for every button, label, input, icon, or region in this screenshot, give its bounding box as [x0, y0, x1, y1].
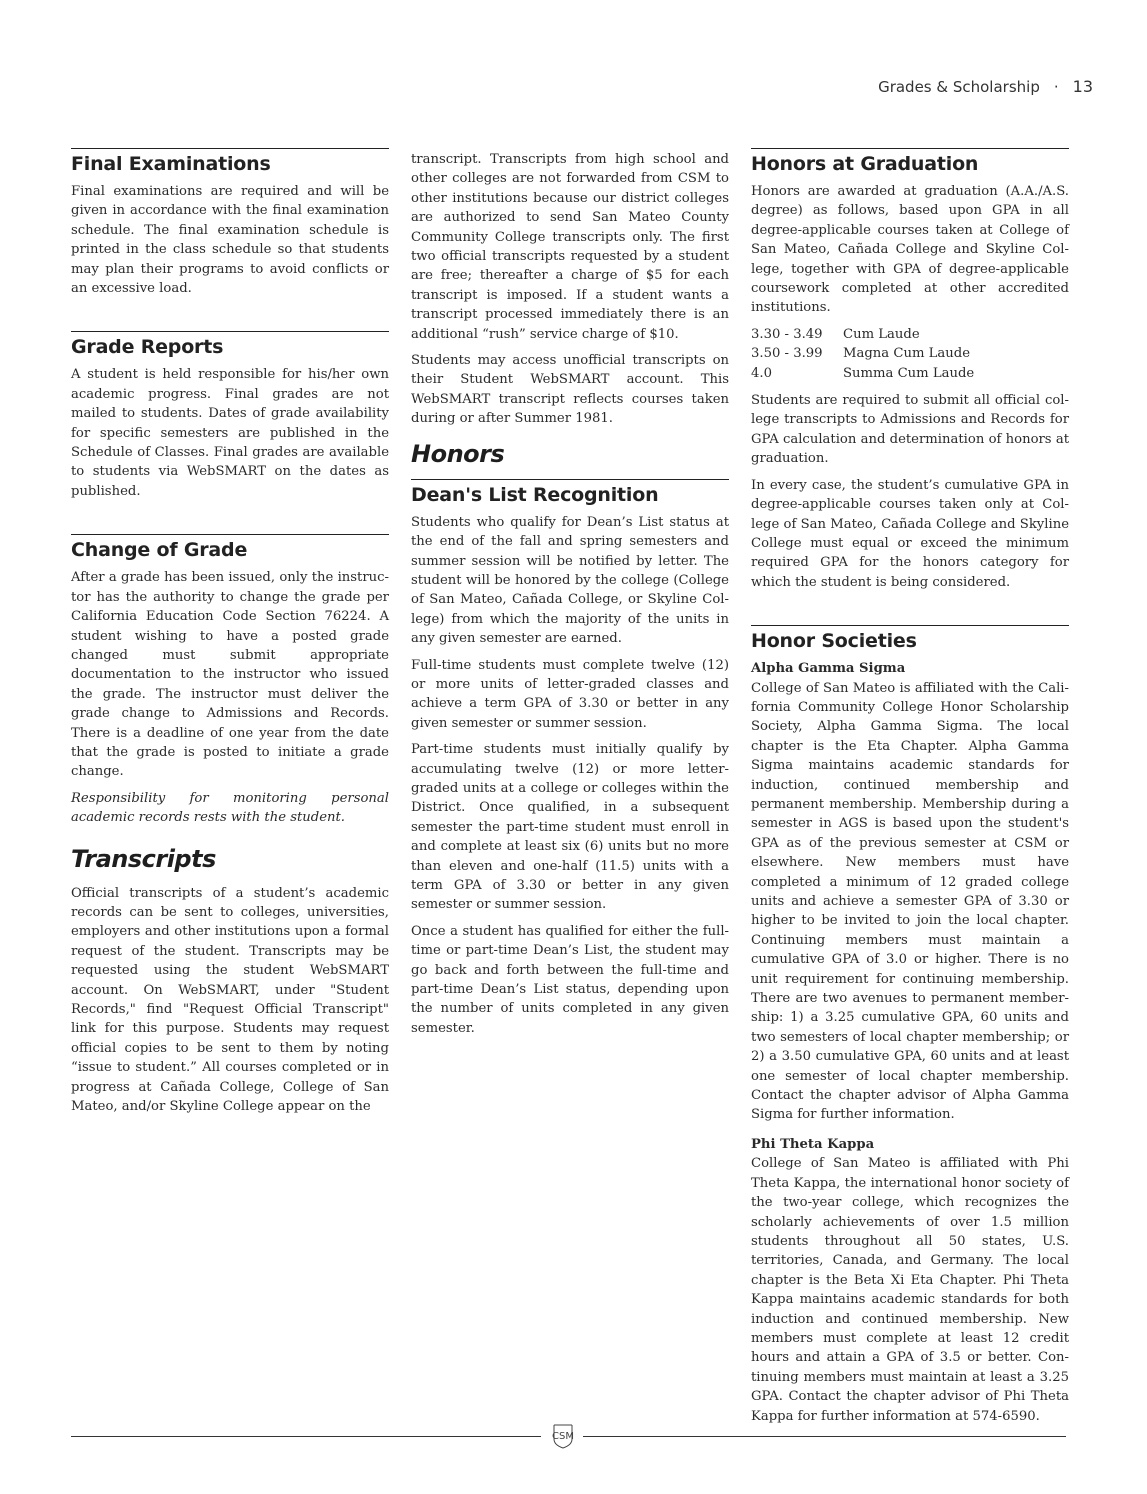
separator: ·	[1053, 77, 1059, 96]
honor-name: Magna Cum Laude	[843, 346, 970, 362]
heading-grade-reports: Grade Reports	[71, 331, 389, 360]
honors-row	[751, 325, 1069, 344]
gpa-range: 3.50 - 3.99	[751, 346, 823, 362]
deans-list-p4: Once a student has qualified for either the full-time or part-time Dean’s List, the student may go back and forth between the full-time and part-time Dean’s List status, depending upon the number of units completed in any given semester.	[411, 923, 729, 1036]
heading-transcripts: Transcripts	[71, 844, 216, 873]
deans-list-p3: Part-time students must initially qualify by accumulating twelve (12) or more letter-graded units at a college or colleges within the District. Once qualified, in a subsequent semester the part-time student must enroll in and complete at least six (6) units but no more than eleven and one-half (11.5) units with a term GPA of 3.30 or better in any given semester or summer session.	[411, 742, 729, 913]
deans-list-p2: Full-time students must complete twelve (12) or more units of letter-graded classes and achieve a term GPA of 3.30 or better in any given semester or summer session.	[411, 657, 729, 731]
change-of-grade-body: After a grade has been issued, only the instructor has the authority to change the grade per California Education Code Section 76224. A student wishing to have a posted grade changed must submit appropriate documentation to the instructor who issued the grade. The instructor must deliver the grade change to Admissions and Records. There is a deadline of one year from the date that the grade is posted to initiate a grade change.	[71, 570, 389, 780]
heading-deans-list: Dean's List Recognition	[411, 479, 729, 508]
svg-text:CSM: CSM	[552, 1431, 574, 1442]
section-title: Grades & Scholarship	[878, 77, 1040, 96]
footer-rule-right	[583, 1436, 1066, 1437]
honor-name: Summa Cum Laude	[843, 365, 975, 381]
final-examinations-body: Final examinations are required and will be given in accordance with the final examination schedule. The final examination schedule is printed in the class schedule so that students may plan their programs to avoid conflicts or an excessive load.	[71, 184, 389, 297]
honors-graduation-intro: Honors are awarded at graduation (A.A./A.S. degree) as follows, based upon GPA in all degree-applicable courses taken at College of San Mateo, Cañada College and Skyline College, together with GPA of degree-applicable coursework completed at other accredited institutions.	[751, 184, 1069, 316]
transcripts-body: Official transcripts of a student’s academic records can be sent to colleges, universities, employers and other institutions upon a formal request of the student. Transcripts may be requested using the student WebSMART account. On WebSMART, under "Student Records," find "Request Official Transcript" link for this purpose. Students may request official copies to be sent to them by noting “issue to student.” All courses completed or in progress at Cañada College, College of San Mateo, and/or Skyline College appear on the	[71, 885, 389, 1115]
heading-honor-societies: Honor Societies	[751, 625, 1069, 654]
ptk-title: Phi Theta Kappa	[751, 1136, 875, 1152]
column-1	[71, 148, 389, 1123]
honors-table	[751, 325, 1069, 383]
heading-honors-at-graduation: Honors at Graduation	[751, 148, 1069, 177]
honors-graduation-p2: Students are required to submit all official college transcripts to Admissions and Records for GPA calculation and determination of honors at graduation.	[751, 393, 1069, 467]
footer	[71, 1420, 1066, 1452]
honor-name: Cum Laude	[843, 326, 920, 342]
ags-body: College of San Mateo is affiliated with the California Community College Honor Scholarship Society, Alpha Gamma Sigma. The local chapter is the Eta Chapter. Alpha Gamma Sigma maintains academic standards for induction, continued membership and permanent membership. Membership during a semester in AGS is based upon the student's GPA as of the previous semester at CSM or elsewhere. New members must have completed a minimum of 12 graded college units and achieve a semester GPA of 3.30 or higher to be invited to join the local chapter. Continuing members must maintain a cumulative GPA of 3.0 or higher. There is no unit requirement for continuing membership. There are two avenues to permanent membership: 1) a 3.25 cumulative GPA, 60 units and two semesters of local chapter membership; or 2) a 3.50 cumulative GPA, 60 units and at least one semester of local chapter membership. Contact the chapter advisor of Alpha Gamma Sigma for further information.	[751, 680, 1069, 1123]
column-3	[751, 148, 1069, 1433]
csm-shield-logo-icon	[548, 1422, 578, 1450]
deans-list-p1: Students who qualify for Dean’s List status at the end of the fall and spring semesters and summer session will be notified by letter. The student will be honored by the college (College of San Mateo, Cañada College, or Skyline College) from which the majority of the units in any given semester are earned.	[411, 514, 729, 647]
transcripts-continued: transcript. Transcripts from high school and other colleges are not forwarded from CSM to other institutions because our district colleges are authorized to send San Mateo County Community College transcripts only. The first two official transcripts requested by a student are free; thereafter a charge of $5 for each transcript is imposed. If a student wants a transcript processed immediately there is an additional “rush” service charge of $10.	[411, 152, 729, 342]
honors-row	[751, 344, 1069, 363]
honors-graduation-p3: In every case, the student’s cumulative GPA in degree-applicable courses taken only at College of San Mateo, Cañada College and Skyline College must equal or exceed the minimum required GPA for the honors category for which the student is being considered.	[751, 477, 1069, 590]
honors-row	[751, 364, 1069, 383]
transcripts-unofficial: Students may access unofficial transcripts on their Student WebSMART account. This WebSMART transcript reflects courses taken during or after Summer 1981.	[411, 353, 729, 427]
gpa-range: 4.0	[751, 365, 772, 381]
footer-rule-left	[71, 1436, 541, 1437]
grade-reports-body: A student is held responsible for his/her own academic progress. Final grades are not mailed to students. Dates of grade availability for specific semesters are published in the Schedule of Classes. Final grades are available to students via WebSMART on the dates as published.	[71, 367, 389, 499]
column-2	[411, 150, 729, 1045]
ags-title: Alpha Gamma Sigma	[751, 661, 906, 677]
heading-honors: Honors	[411, 439, 505, 468]
running-head	[878, 77, 1093, 96]
gpa-range: 3.30 - 3.49	[751, 326, 823, 342]
ptk-body: College of San Mateo is affiliated with Phi Theta Kappa, the international honor society of the two-year college, which recognizes the scholarly achievements of over 1.5 million students throughout all 50 states, U.S. territories, Canada, and Germany. The local chapter is the Beta Xi Eta Chapter. Phi Theta Kappa maintains academic standards for both induction and continued membership. New members must complete at least 12 credit hours and attain a GPA of 3.5 or better. Continuing members must maintain at least a 3.25 GPA. Contact the chapter advisor of Phi Theta Kappa for further information at 574-6590.	[751, 1156, 1069, 1424]
page-number: 13	[1072, 77, 1093, 96]
heading-final-examinations: Final Examinations	[71, 148, 389, 177]
heading-change-of-grade: Change of Grade	[71, 534, 389, 563]
change-of-grade-note: Responsibility for monitoring personal academic records rests with the student.	[71, 790, 389, 826]
